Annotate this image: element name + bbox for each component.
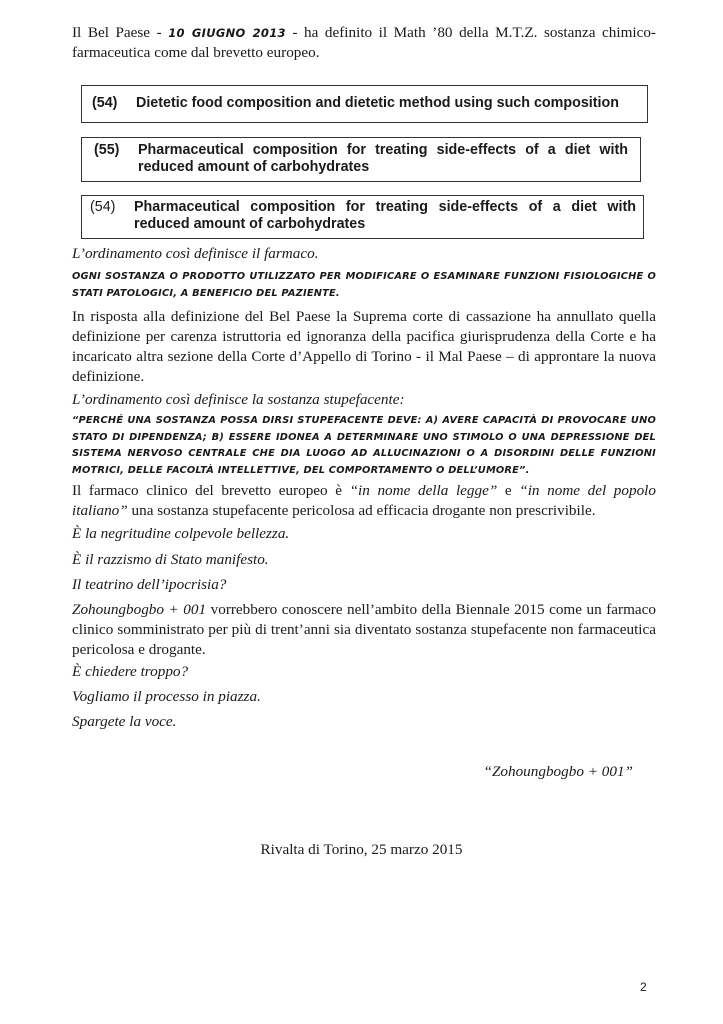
line-razzismo: È il razzismo di Stato manifesto. — [72, 551, 269, 568]
definition-farmaco: OGNI SOSTANZA O PRODOTTO UTILIZZATO PER MODIFICARE O ESAMINARE FUNZIONI FISIOLOGICHE O STATI PATOLOGICI, A BENEFICIO DEL PAZIENTE. — [72, 271, 656, 299]
definition-stupefacente: “PERCHÉ UNA SOSTANZA POSSA DIRSI STUPEFACENTE DEVE: A) AVERE CAPACITÀ DI PROVOCARE UNO STATO DI DIPENDENZA; B) ESSERE IDONEA A DETERMINARE UNO STIMOLO O UNA DEPRESSIONE DEL SISTEMA NERVOSO CENTRALE CHE DIA LUOGO AD ALLUCINAZIONI O A DISORDINI DELLE FUNZIONI MOTRICI, DELLE FACOLTÀ INTELLETTIVE, DEL COMPORTAMENTO O DELL’UMORE”. — [72, 415, 656, 476]
patent-title: Dietetic food composition and dietetic method using such composition — [136, 95, 619, 111]
farmaco-text-2: e — [497, 482, 520, 499]
patent-code: (54) — [92, 95, 118, 111]
patent-title: Pharmaceutical composition for treating side-effects of a diet with reduced amount of carbohydrates — [138, 142, 628, 175]
biennale-paragraph — [72, 600, 656, 660]
farmaco-text-3: una sostanza stupefacente pericolosa ad efficacia drogante non prescrivibile. — [127, 502, 596, 519]
cassazione-paragraph: In risposta alla definizione del Bel Paese la Suprema corte di cassazione ha annullato quella definizione per carenza istruttoria ed ignoranza della pacifica giurisprudenza della Corte e ha incaricato altra sezione della Corte d’Appello di Torino - il Mal Paese – di approntare la nuova definizione. — [72, 308, 656, 385]
intro-paragraph — [72, 23, 656, 63]
signature: “Zohoungbogbo + 001” — [483, 763, 633, 780]
farmaco-quote-legge: “in nome della legge” — [349, 482, 498, 499]
patent-box-2 — [81, 137, 641, 182]
definition-farmaco-intro: L’ordinamento così definisce il farmaco. — [72, 245, 319, 262]
biennale-author: Zohoungbogbo + 001 — [72, 601, 207, 618]
farmaco-paragraph — [72, 481, 656, 521]
line-negritudine: È la negritudine colpevole bellezza. — [72, 525, 290, 542]
line-teatrino: Il teatrino dell’ipocrisia? — [72, 576, 227, 593]
patent-code: (54) — [90, 199, 116, 215]
farmaco-text-1: Il farmaco clinico del brevetto europeo è — [72, 482, 350, 499]
closing-line-processo: Vogliamo il processo in piazza. — [72, 688, 261, 705]
patent-box-1 — [81, 85, 648, 123]
intro-date: 10 GIUGNO 2013 — [168, 26, 286, 40]
patent-box-3 — [81, 195, 644, 239]
page-number: 2 — [640, 980, 647, 994]
farmaco-quote-popolo: “in nome del popolo italiano” — [72, 482, 656, 519]
intro-text-end: - ha definito il Math ’80 della M.T.Z. sostanza chimico-farmaceutica come dal brevetto europeo. — [72, 24, 656, 61]
place-date: Rivalta di Torino, 25 marzo 2015 — [260, 841, 463, 858]
closing-line-voce: Spargete la voce. — [72, 713, 177, 730]
intro-text-start: Il Bel Paese - — [72, 24, 169, 41]
definition-stupefacente-intro: L’ordinamento così definisce la sostanza stupefacente: — [72, 391, 405, 408]
patent-code: (55) — [94, 142, 120, 158]
patent-title: Pharmaceutical composition for treating side-effects of a diet with reduced amount of carbohydrates — [134, 199, 636, 232]
closing-line-chiedere: È chiedere troppo? — [72, 663, 189, 680]
biennale-text: vorrebbero conoscere nell’ambito della Biennale 2015 come un farmaco clinico somministrato per più di trent’anni sia diventato sostanza stupefacente non farmaceutica pericolosa e drogante. — [72, 601, 656, 658]
